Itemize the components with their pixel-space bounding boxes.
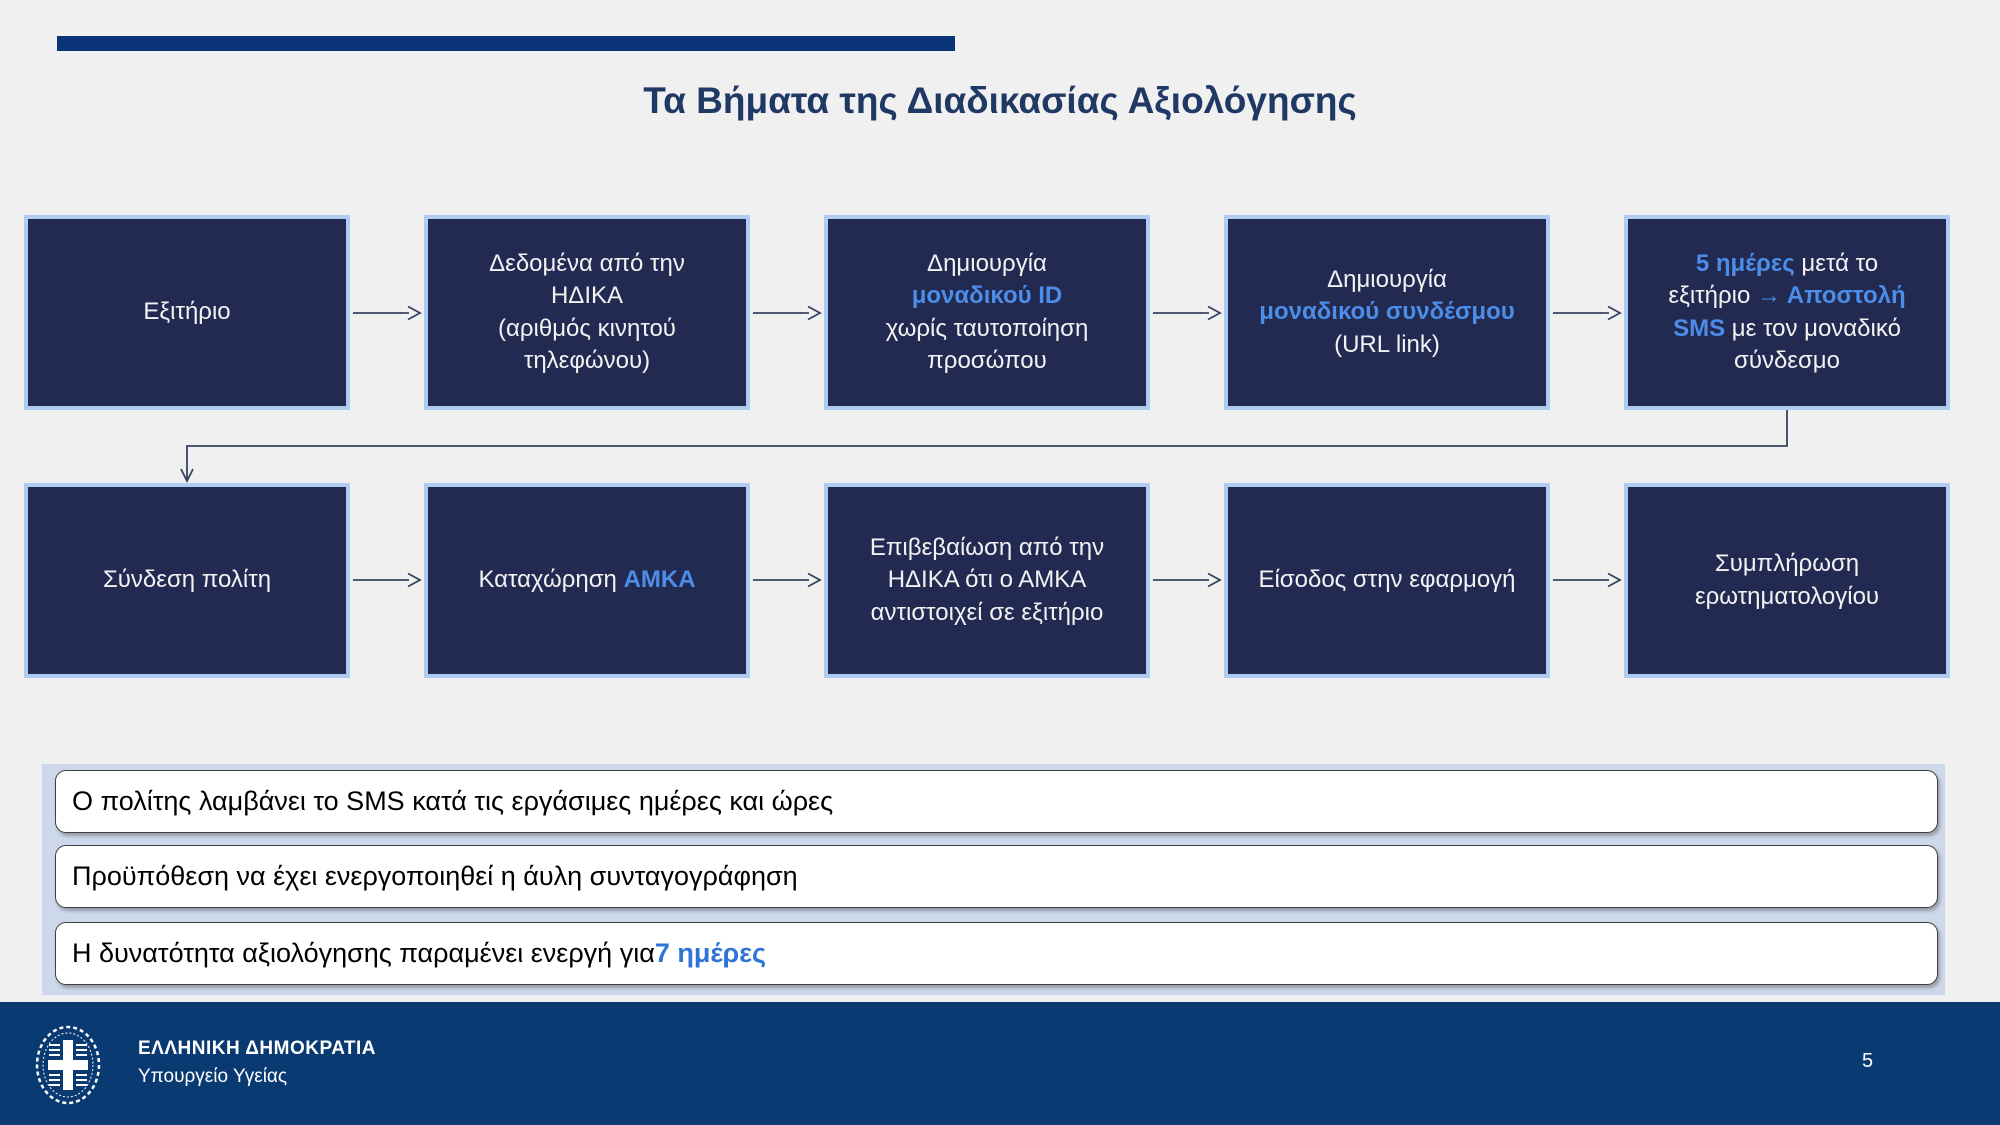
flow-box-sms-send [1624,215,1950,410]
footer-bar [0,1002,2000,1125]
flow-arrow-icon [1552,571,1622,589]
flow-box-unique-link [1224,215,1550,410]
flow-box-label [489,248,685,377]
label-segment-accent: SMS [1673,314,1726,342]
note-sms-working-hours [55,770,1938,833]
flow-arrow-icon [352,304,422,322]
flow-box-questionnaire [1624,483,1950,678]
label-segment: Δημιουργία [927,250,1047,278]
note-text: Προϋπόθεση να έχει ενεργοποιηθεί η άυλη συνταγογράφηση [72,861,798,891]
label-segment-accent: μοναδικού συνδέσμου [1259,298,1515,326]
label-segment: (URL link) [1334,330,1440,358]
note-paperless-prescription [55,845,1938,908]
flow-box-unique-id [824,215,1150,410]
label-segment: προσώπου [927,346,1047,374]
label-segment: αντιστοιχεί σε εξιτήριο [870,598,1104,626]
flow-arrow-icon [1152,304,1222,322]
label-segment: με τον μοναδικό [1725,314,1901,342]
flow-box-idika-data [424,215,750,410]
flow-box-exitirio [24,215,350,410]
flow-arrow-icon [752,571,822,589]
flow-box-label [478,564,695,596]
flow-box-idika-verify [824,483,1150,678]
arrow-right-glyph: → [1757,282,1787,310]
label-segment-accent: 5 ημέρες [1695,250,1795,278]
label-segment-accent: ΑΜΚΑ [623,566,696,594]
label-segment: Δεδομένα από την [489,250,685,278]
label-segment-accent: Αποστολή [1786,282,1906,310]
flow-box-label [1258,564,1515,596]
label-segment: Είσοδος στην εφαρμογή [1258,566,1516,594]
label-segment: Καταχώρηση [478,566,624,594]
label-segment: τηλεφώνου) [523,346,651,374]
flow-arrow-icon [1152,571,1222,589]
label-segment: (αριθμός κινητού [498,314,676,342]
page-title: Τα Βήματα της Διαδικασίας Αξιολόγησης [643,80,1357,121]
flow-box-label [886,248,1089,377]
note-active-seven-days [55,922,1938,985]
footer-org-name: ΕΛΛΗΝΙΚΗ ΔΗΜΟΚΡΑΤΙΑ [138,1038,376,1059]
label-segment: Εξιτήριο [143,298,231,326]
label-segment: ερωτηματολογίου [1694,582,1880,610]
flow-box-label [1695,548,1879,612]
flow-box-label [870,532,1104,628]
flow-box-app-entry [1224,483,1550,678]
flow-box-label [1259,264,1514,360]
label-segment: χωρίς ταυτοποίηση [885,314,1089,342]
flow-box-amka-entry [424,483,750,678]
label-segment: μετά το [1794,250,1879,278]
flow-box-label [103,564,271,596]
page-number: 5 [1862,1050,1874,1072]
note-text: Η δυνατότητα αξιολόγησης παραμένει ενεργή για [72,938,655,968]
label-segment-accent: μοναδικού ID [911,282,1063,310]
flow-box-citizen-login [24,483,350,678]
flow-box-label [1668,248,1905,377]
title-accent-bar [57,36,955,51]
flow-box-label [143,296,230,328]
elbow-connector-icon [0,408,2000,488]
flow-arrow-icon [1552,304,1622,322]
flow-arrow-icon [352,571,422,589]
label-segment: Σύνδεση πολίτη [102,566,272,594]
label-segment: Επιβεβαίωση από την [869,534,1105,562]
label-segment: ΗΔΙΚΑ [550,282,624,310]
label-segment: ΗΔΙΚΑ ότι ο ΑΜΚΑ [887,566,1087,594]
footer-dept-name: Υπουργείο Υγείας [138,1066,288,1087]
label-segment: σύνδεσμο [1734,346,1840,374]
note-text-accent: 7 ημέρες [654,938,767,968]
label-segment: εξιτήριο [1668,282,1757,310]
greek-republic-emblem-icon [33,1024,103,1106]
label-segment: Συμπλήρωση [1714,550,1860,578]
flow-arrow-icon [752,304,822,322]
label-segment: Δημιουργία [1327,266,1447,294]
note-text: Ο πολίτης λαμβάνει το SMS κατά τις εργάσιμες ημέρες και ώρες [72,786,834,816]
